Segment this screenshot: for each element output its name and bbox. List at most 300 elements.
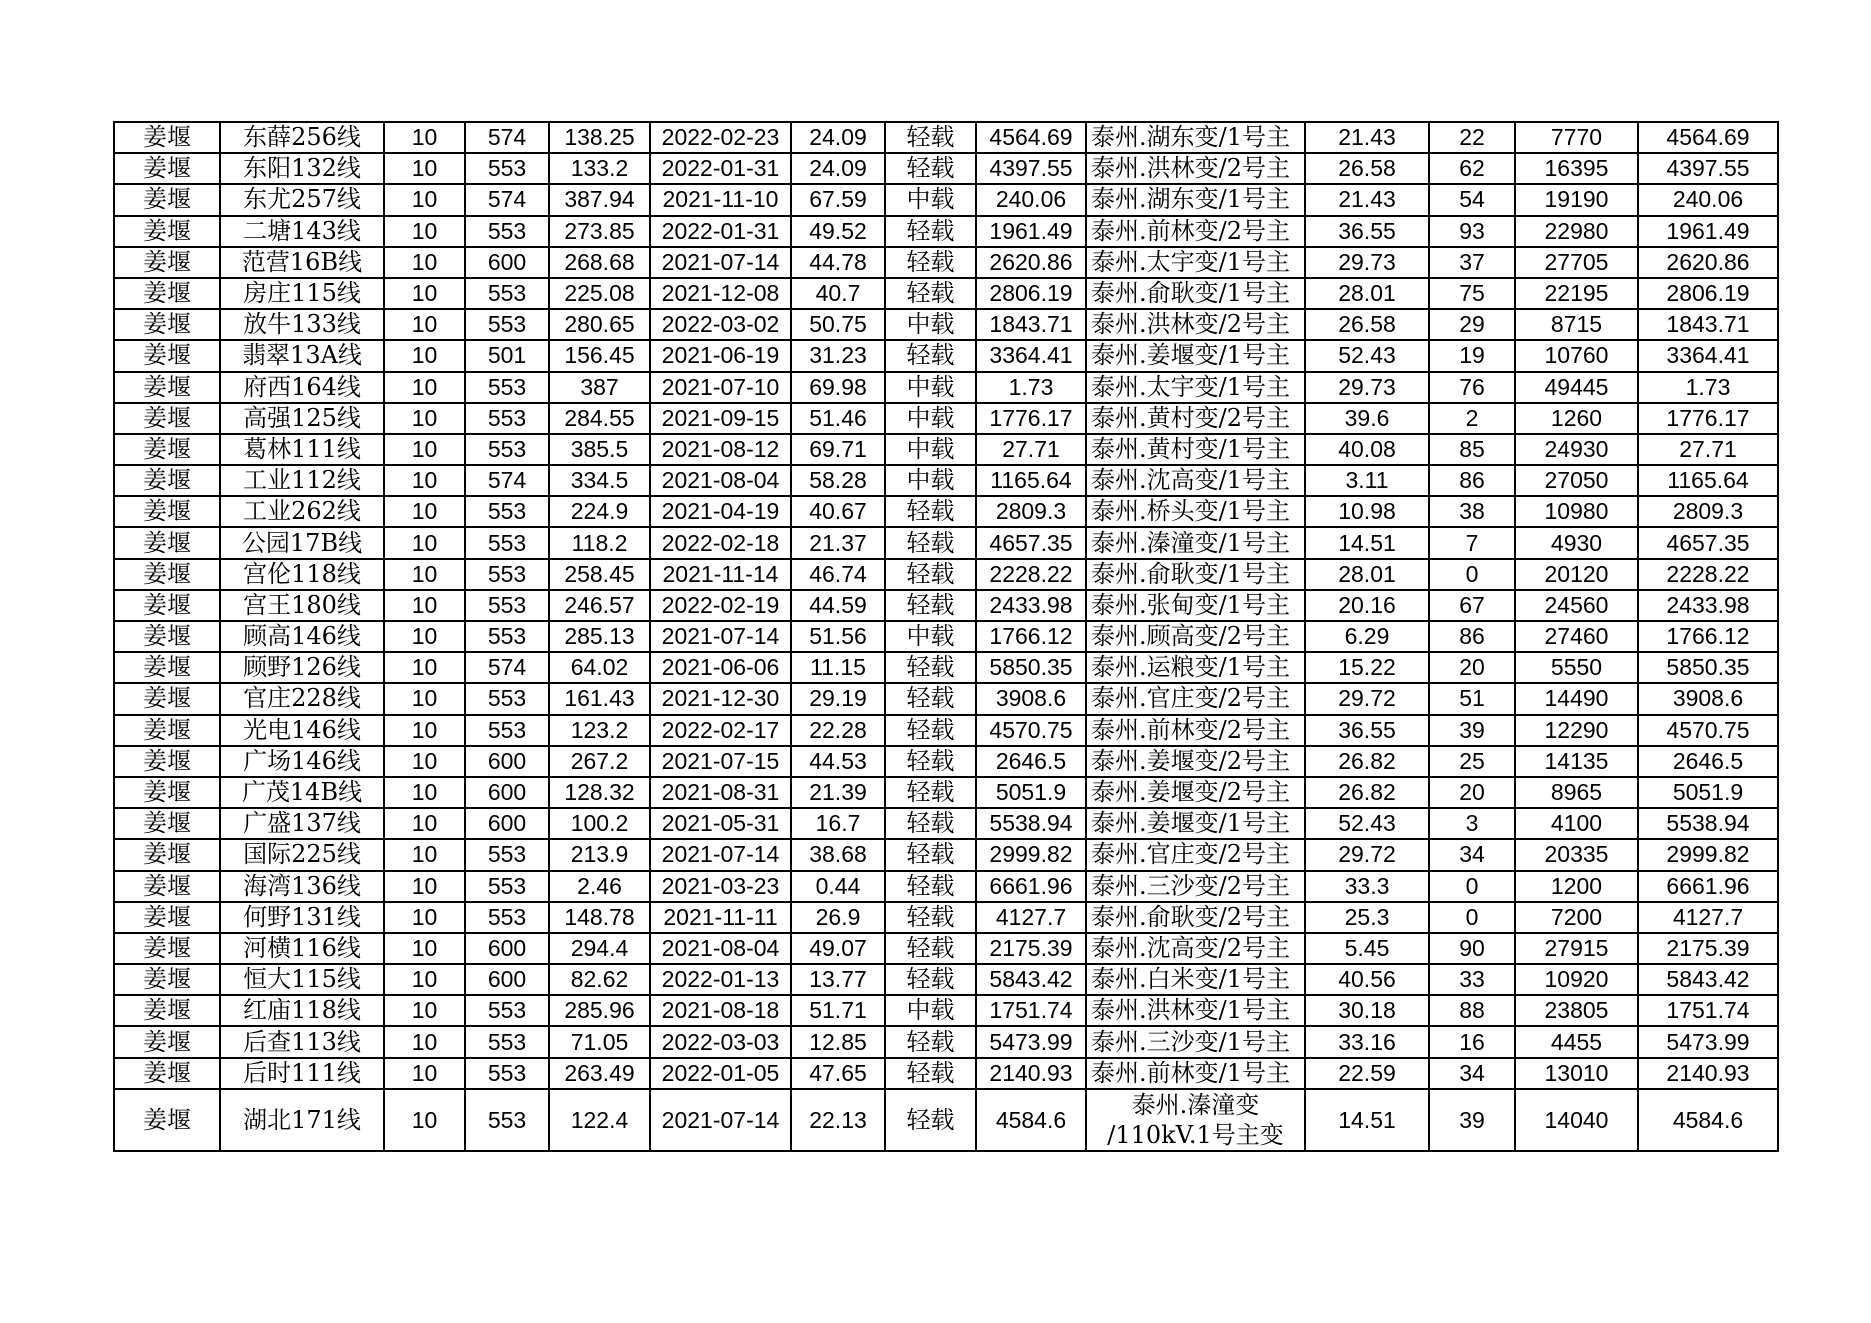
cell-load-status: 轻载 [885, 527, 976, 558]
cell-current: 387 [549, 372, 650, 403]
cell-n3: 1766.12 [1638, 621, 1778, 652]
cell-line-name: 顾高146线 [220, 621, 384, 652]
cell-substation: 泰州.洪林变/1号主 [1086, 995, 1305, 1026]
cell-date: 2021-12-30 [650, 683, 791, 714]
table-row [114, 403, 1778, 434]
cell-date: 2021-07-14 [650, 247, 791, 278]
cell-region: 姜堰 [114, 122, 220, 153]
cell-capacity: 553 [465, 496, 549, 527]
cell-n1: 0 [1429, 871, 1515, 902]
cell-load-status: 轻载 [885, 247, 976, 278]
cell-margin: 4564.69 [976, 122, 1086, 153]
cell-voltage: 10 [384, 309, 465, 340]
cell-line-name: 后查113线 [220, 1026, 384, 1057]
table-row [114, 372, 1778, 403]
cell-region: 姜堰 [114, 590, 220, 621]
table-row [114, 808, 1778, 839]
cell-margin: 3364.41 [976, 340, 1086, 371]
cell-capacity: 501 [465, 340, 549, 371]
cell-margin: 1843.71 [976, 309, 1086, 340]
cell-n2: 16395 [1515, 153, 1638, 184]
cell-voltage: 10 [384, 372, 465, 403]
cell-load-rate: 44.78 [791, 247, 885, 278]
cell-substation: 泰州.沈高变/1号主 [1086, 465, 1305, 496]
cell-substation-rate: 10.98 [1305, 496, 1429, 527]
cell-load-rate: 69.71 [791, 434, 885, 465]
cell-load-status: 轻载 [885, 808, 976, 839]
cell-capacity: 574 [465, 652, 549, 683]
cell-current: 148.78 [549, 902, 650, 933]
cell-substation: 泰州.湖东变/1号主 [1086, 122, 1305, 153]
cell-load-status: 轻载 [885, 839, 976, 870]
cell-current: 156.45 [549, 340, 650, 371]
cell-substation: 泰州.太宇变/1号主 [1086, 247, 1305, 278]
cell-margin: 1766.12 [976, 621, 1086, 652]
cell-n3: 5473.99 [1638, 1026, 1778, 1057]
cell-load-status: 轻载 [885, 902, 976, 933]
cell-n3: 6661.96 [1638, 871, 1778, 902]
cell-line-name: 红庙118线 [220, 995, 384, 1026]
table-row [114, 153, 1778, 184]
table-row [114, 621, 1778, 652]
cell-substation: 泰州.黄村变/2号主 [1086, 403, 1305, 434]
cell-load-status: 轻载 [885, 278, 976, 309]
cell-load-rate: 51.56 [791, 621, 885, 652]
cell-load-status: 轻载 [885, 153, 976, 184]
cell-n2: 27050 [1515, 465, 1638, 496]
cell-load-status: 轻载 [885, 1026, 976, 1057]
cell-load-rate: 16.7 [791, 808, 885, 839]
cell-n1: 86 [1429, 621, 1515, 652]
cell-capacity: 574 [465, 184, 549, 215]
cell-load-status: 中载 [885, 621, 976, 652]
cell-date: 2022-02-19 [650, 590, 791, 621]
cell-capacity: 553 [465, 372, 549, 403]
cell-line-name: 河横116线 [220, 933, 384, 964]
cell-capacity: 553 [465, 871, 549, 902]
cell-load-status: 轻载 [885, 590, 976, 621]
cell-voltage: 10 [384, 247, 465, 278]
cell-n2: 4455 [1515, 1026, 1638, 1057]
cell-line-name: 工业112线 [220, 465, 384, 496]
cell-n1: 19 [1429, 340, 1515, 371]
cell-voltage: 10 [384, 216, 465, 247]
cell-current: 118.2 [549, 527, 650, 558]
cell-region: 姜堰 [114, 1026, 220, 1057]
cell-margin: 6661.96 [976, 871, 1086, 902]
cell-capacity: 553 [465, 278, 549, 309]
cell-substation-rate: 33.3 [1305, 871, 1429, 902]
cell-date: 2021-05-31 [650, 808, 791, 839]
cell-region: 姜堰 [114, 839, 220, 870]
cell-voltage: 10 [384, 652, 465, 683]
cell-n2: 22980 [1515, 216, 1638, 247]
cell-line-name: 二塘143线 [220, 216, 384, 247]
cell-margin: 5473.99 [976, 1026, 1086, 1057]
cell-load-rate: 49.52 [791, 216, 885, 247]
cell-substation: 泰州.前林变/1号主 [1086, 1058, 1305, 1089]
cell-load-rate: 29.19 [791, 683, 885, 714]
cell-date: 2021-11-10 [650, 184, 791, 215]
cell-voltage: 10 [384, 746, 465, 777]
cell-n3: 2433.98 [1638, 590, 1778, 621]
cell-load-rate: 24.09 [791, 122, 885, 153]
cell-current: 294.4 [549, 933, 650, 964]
cell-line-name: 国际225线 [220, 839, 384, 870]
cell-margin: 5843.42 [976, 964, 1086, 995]
cell-voltage: 10 [384, 1089, 465, 1151]
cell-n1: 29 [1429, 309, 1515, 340]
cell-n1: 75 [1429, 278, 1515, 309]
cell-load-rate: 49.07 [791, 933, 885, 964]
cell-date: 2022-01-13 [650, 964, 791, 995]
cell-region: 姜堰 [114, 434, 220, 465]
table-row [114, 434, 1778, 465]
cell-load-status: 轻载 [885, 715, 976, 746]
cell-substation-rate: 30.18 [1305, 995, 1429, 1026]
cell-current: 82.62 [549, 964, 650, 995]
table-row [114, 496, 1778, 527]
cell-load-rate: 44.59 [791, 590, 885, 621]
cell-load-status: 中载 [885, 184, 976, 215]
cell-date: 2021-07-14 [650, 839, 791, 870]
cell-n2: 1260 [1515, 403, 1638, 434]
cell-n1: 0 [1429, 902, 1515, 933]
cell-region: 姜堰 [114, 902, 220, 933]
cell-n2: 24560 [1515, 590, 1638, 621]
cell-capacity: 600 [465, 933, 549, 964]
cell-substation-rate: 52.43 [1305, 808, 1429, 839]
cell-n1: 86 [1429, 465, 1515, 496]
cell-region: 姜堰 [114, 871, 220, 902]
cell-load-rate: 11.15 [791, 652, 885, 683]
cell-n1: 90 [1429, 933, 1515, 964]
cell-line-name: 海湾136线 [220, 871, 384, 902]
cell-n1: 34 [1429, 839, 1515, 870]
cell-n2: 20335 [1515, 839, 1638, 870]
cell-n3: 3364.41 [1638, 340, 1778, 371]
cell-date: 2021-03-23 [650, 871, 791, 902]
cell-region: 姜堰 [114, 465, 220, 496]
cell-capacity: 553 [465, 715, 549, 746]
cell-region: 姜堰 [114, 1058, 220, 1089]
cell-substation-rate: 36.55 [1305, 216, 1429, 247]
cell-load-rate: 26.9 [791, 902, 885, 933]
cell-n3: 1.73 [1638, 372, 1778, 403]
cell-margin: 2806.19 [976, 278, 1086, 309]
cell-margin: 4584.6 [976, 1089, 1086, 1151]
cell-capacity: 600 [465, 777, 549, 808]
cell-n2: 27460 [1515, 621, 1638, 652]
cell-line-name: 顾野126线 [220, 652, 384, 683]
cell-load-rate: 58.28 [791, 465, 885, 496]
cell-region: 姜堰 [114, 184, 220, 215]
cell-substation: 泰州.桥头变/1号主 [1086, 496, 1305, 527]
table-row [114, 340, 1778, 371]
cell-current: 213.9 [549, 839, 650, 870]
cell-load-rate: 22.13 [791, 1089, 885, 1151]
cell-substation-rate: 21.43 [1305, 122, 1429, 153]
cell-n3: 5843.42 [1638, 964, 1778, 995]
table-row [114, 559, 1778, 590]
table-row [114, 247, 1778, 278]
cell-load-status: 轻载 [885, 871, 976, 902]
cell-region: 姜堰 [114, 715, 220, 746]
cell-substation-rate: 6.29 [1305, 621, 1429, 652]
table-row [114, 902, 1778, 933]
cell-load-rate: 21.37 [791, 527, 885, 558]
cell-load-status: 轻载 [885, 216, 976, 247]
cell-n1: 22 [1429, 122, 1515, 153]
cell-load-status: 中载 [885, 995, 976, 1026]
cell-margin: 27.71 [976, 434, 1086, 465]
cell-capacity: 553 [465, 590, 549, 621]
cell-n1: 20 [1429, 777, 1515, 808]
cell-substation-rate: 5.45 [1305, 933, 1429, 964]
cell-current: 138.25 [549, 122, 650, 153]
cell-load-status: 轻载 [885, 1089, 976, 1151]
cell-date: 2021-11-14 [650, 559, 791, 590]
cell-line-name: 后时111线 [220, 1058, 384, 1089]
cell-capacity: 553 [465, 1089, 549, 1151]
cell-load-rate: 12.85 [791, 1026, 885, 1057]
cell-n3: 2140.93 [1638, 1058, 1778, 1089]
cell-n3: 4570.75 [1638, 715, 1778, 746]
cell-n1: 51 [1429, 683, 1515, 714]
cell-n3: 4397.55 [1638, 153, 1778, 184]
cell-n1: 85 [1429, 434, 1515, 465]
cell-margin: 1776.17 [976, 403, 1086, 434]
cell-n2: 7200 [1515, 902, 1638, 933]
cell-substation-rate: 40.08 [1305, 434, 1429, 465]
cell-n3: 3908.6 [1638, 683, 1778, 714]
cell-n2: 10760 [1515, 340, 1638, 371]
cell-substation: 泰州.张甸变/1号主 [1086, 590, 1305, 621]
cell-n2: 22195 [1515, 278, 1638, 309]
cell-region: 姜堰 [114, 964, 220, 995]
cell-capacity: 553 [465, 995, 549, 1026]
cell-substation: 泰州.前林变/2号主 [1086, 216, 1305, 247]
cell-line-name: 湖北171线 [220, 1089, 384, 1151]
cell-substation: 泰州.俞耿变/2号主 [1086, 902, 1305, 933]
cell-substation-rate: 14.51 [1305, 1089, 1429, 1151]
cell-n2: 14490 [1515, 683, 1638, 714]
cell-substation-rate: 26.82 [1305, 746, 1429, 777]
cell-region: 姜堰 [114, 216, 220, 247]
cell-load-status: 中载 [885, 403, 976, 434]
cell-line-name: 高强125线 [220, 403, 384, 434]
cell-margin: 1961.49 [976, 216, 1086, 247]
table-row [114, 652, 1778, 683]
cell-region: 姜堰 [114, 153, 220, 184]
cell-n1: 38 [1429, 496, 1515, 527]
cell-n3: 5850.35 [1638, 652, 1778, 683]
cell-region: 姜堰 [114, 247, 220, 278]
cell-region: 姜堰 [114, 403, 220, 434]
cell-n2: 24930 [1515, 434, 1638, 465]
feeder-load-table [113, 121, 1779, 1152]
cell-date: 2021-07-10 [650, 372, 791, 403]
cell-line-name: 官庄228线 [220, 683, 384, 714]
cell-region: 姜堰 [114, 621, 220, 652]
cell-region: 姜堰 [114, 683, 220, 714]
cell-load-rate: 67.59 [791, 184, 885, 215]
cell-line-name: 工业262线 [220, 496, 384, 527]
cell-voltage: 10 [384, 434, 465, 465]
table-row [114, 527, 1778, 558]
cell-substation: 泰州.官庄变/2号主 [1086, 839, 1305, 870]
cell-substation-rate: 39.6 [1305, 403, 1429, 434]
cell-n3: 1751.74 [1638, 995, 1778, 1026]
cell-substation-rate: 29.72 [1305, 839, 1429, 870]
cell-margin: 1751.74 [976, 995, 1086, 1026]
cell-current: 246.57 [549, 590, 650, 621]
cell-n1: 39 [1429, 1089, 1515, 1151]
cell-voltage: 10 [384, 122, 465, 153]
cell-n2: 8715 [1515, 309, 1638, 340]
cell-load-rate: 46.74 [791, 559, 885, 590]
cell-substation: 泰州.姜堰变/2号主 [1086, 777, 1305, 808]
cell-substation: 泰州.姜堰变/1号主 [1086, 808, 1305, 839]
cell-load-status: 轻载 [885, 340, 976, 371]
cell-substation-rate: 29.73 [1305, 247, 1429, 278]
table-row [114, 465, 1778, 496]
cell-n1: 16 [1429, 1026, 1515, 1057]
cell-load-rate: 22.28 [791, 715, 885, 746]
cell-date: 2021-06-06 [650, 652, 791, 683]
table-row [114, 933, 1778, 964]
cell-region: 姜堰 [114, 995, 220, 1026]
cell-line-name: 光电146线 [220, 715, 384, 746]
cell-line-name: 房庄115线 [220, 278, 384, 309]
cell-date: 2021-06-19 [650, 340, 791, 371]
cell-substation-rate: 20.16 [1305, 590, 1429, 621]
cell-substation: 泰州.姜堰变/2号主 [1086, 746, 1305, 777]
cell-current: 285.13 [549, 621, 650, 652]
cell-margin: 2175.39 [976, 933, 1086, 964]
cell-voltage: 10 [384, 683, 465, 714]
cell-load-rate: 24.09 [791, 153, 885, 184]
table-row [114, 1058, 1778, 1089]
cell-n2: 27915 [1515, 933, 1638, 964]
cell-n3: 2646.5 [1638, 746, 1778, 777]
cell-substation: 泰州.前林变/2号主 [1086, 715, 1305, 746]
cell-line-name: 东薛256线 [220, 122, 384, 153]
cell-n1: 3 [1429, 808, 1515, 839]
cell-n2: 27705 [1515, 247, 1638, 278]
cell-n1: 7 [1429, 527, 1515, 558]
cell-voltage: 10 [384, 590, 465, 621]
cell-current: 267.2 [549, 746, 650, 777]
cell-n3: 2620.86 [1638, 247, 1778, 278]
cell-n2: 10980 [1515, 496, 1638, 527]
cell-n1: 39 [1429, 715, 1515, 746]
cell-current: 161.43 [549, 683, 650, 714]
cell-n1: 76 [1429, 372, 1515, 403]
cell-substation: 泰州.三沙变/1号主 [1086, 1026, 1305, 1057]
cell-region: 姜堰 [114, 496, 220, 527]
cell-current: 224.9 [549, 496, 650, 527]
cell-line-name: 广场146线 [220, 746, 384, 777]
table-row [114, 278, 1778, 309]
cell-substation: 泰州.官庄变/2号主 [1086, 683, 1305, 714]
cell-n1: 88 [1429, 995, 1515, 1026]
cell-current: 268.68 [549, 247, 650, 278]
cell-date: 2021-08-12 [650, 434, 791, 465]
cell-capacity: 600 [465, 964, 549, 995]
cell-margin: 1.73 [976, 372, 1086, 403]
cell-line-name: 广茂14B线 [220, 777, 384, 808]
cell-load-status: 中载 [885, 465, 976, 496]
cell-date: 2022-01-31 [650, 153, 791, 184]
cell-voltage: 10 [384, 902, 465, 933]
cell-current: 71.05 [549, 1026, 650, 1057]
cell-n2: 7770 [1515, 122, 1638, 153]
cell-voltage: 10 [384, 715, 465, 746]
cell-voltage: 10 [384, 403, 465, 434]
cell-line-name: 放牛133线 [220, 309, 384, 340]
cell-line-name: 府西164线 [220, 372, 384, 403]
cell-n1: 37 [1429, 247, 1515, 278]
table-row [114, 309, 1778, 340]
cell-substation-rate: 3.11 [1305, 465, 1429, 496]
cell-n2: 14135 [1515, 746, 1638, 777]
cell-load-status: 轻载 [885, 496, 976, 527]
cell-load-rate: 50.75 [791, 309, 885, 340]
cell-load-rate: 51.46 [791, 403, 885, 434]
cell-region: 姜堰 [114, 777, 220, 808]
cell-voltage: 10 [384, 1026, 465, 1057]
cell-n2: 19190 [1515, 184, 1638, 215]
cell-n3: 2809.3 [1638, 496, 1778, 527]
cell-n1: 33 [1429, 964, 1515, 995]
cell-n3: 27.71 [1638, 434, 1778, 465]
cell-date: 2021-08-04 [650, 465, 791, 496]
cell-voltage: 10 [384, 465, 465, 496]
cell-line-name: 葛林111线 [220, 434, 384, 465]
cell-region: 姜堰 [114, 746, 220, 777]
cell-n3: 4657.35 [1638, 527, 1778, 558]
cell-voltage: 10 [384, 839, 465, 870]
cell-current: 100.2 [549, 808, 650, 839]
cell-n1: 54 [1429, 184, 1515, 215]
cell-margin: 5538.94 [976, 808, 1086, 839]
cell-n3: 2999.82 [1638, 839, 1778, 870]
cell-voltage: 10 [384, 995, 465, 1026]
cell-capacity: 600 [465, 746, 549, 777]
cell-capacity: 553 [465, 1026, 549, 1057]
cell-line-name: 东阳132线 [220, 153, 384, 184]
cell-n3: 5051.9 [1638, 777, 1778, 808]
table-row [114, 122, 1778, 153]
cell-n3: 1776.17 [1638, 403, 1778, 434]
cell-region: 姜堰 [114, 278, 220, 309]
cell-capacity: 600 [465, 247, 549, 278]
cell-n3: 1843.71 [1638, 309, 1778, 340]
cell-margin: 2809.3 [976, 496, 1086, 527]
table-row [114, 777, 1778, 808]
cell-substation: 泰州.太宇变/1号主 [1086, 372, 1305, 403]
table-body [114, 122, 1778, 1151]
substation-name: 泰州.溱潼变 [1131, 1090, 1260, 1119]
cell-substation-rate: 26.58 [1305, 153, 1429, 184]
cell-load-status: 轻载 [885, 683, 976, 714]
cell-capacity: 553 [465, 621, 549, 652]
cell-n2: 4100 [1515, 808, 1638, 839]
cell-n3: 240.06 [1638, 184, 1778, 215]
cell-date: 2021-11-11 [650, 902, 791, 933]
cell-n2: 12290 [1515, 715, 1638, 746]
